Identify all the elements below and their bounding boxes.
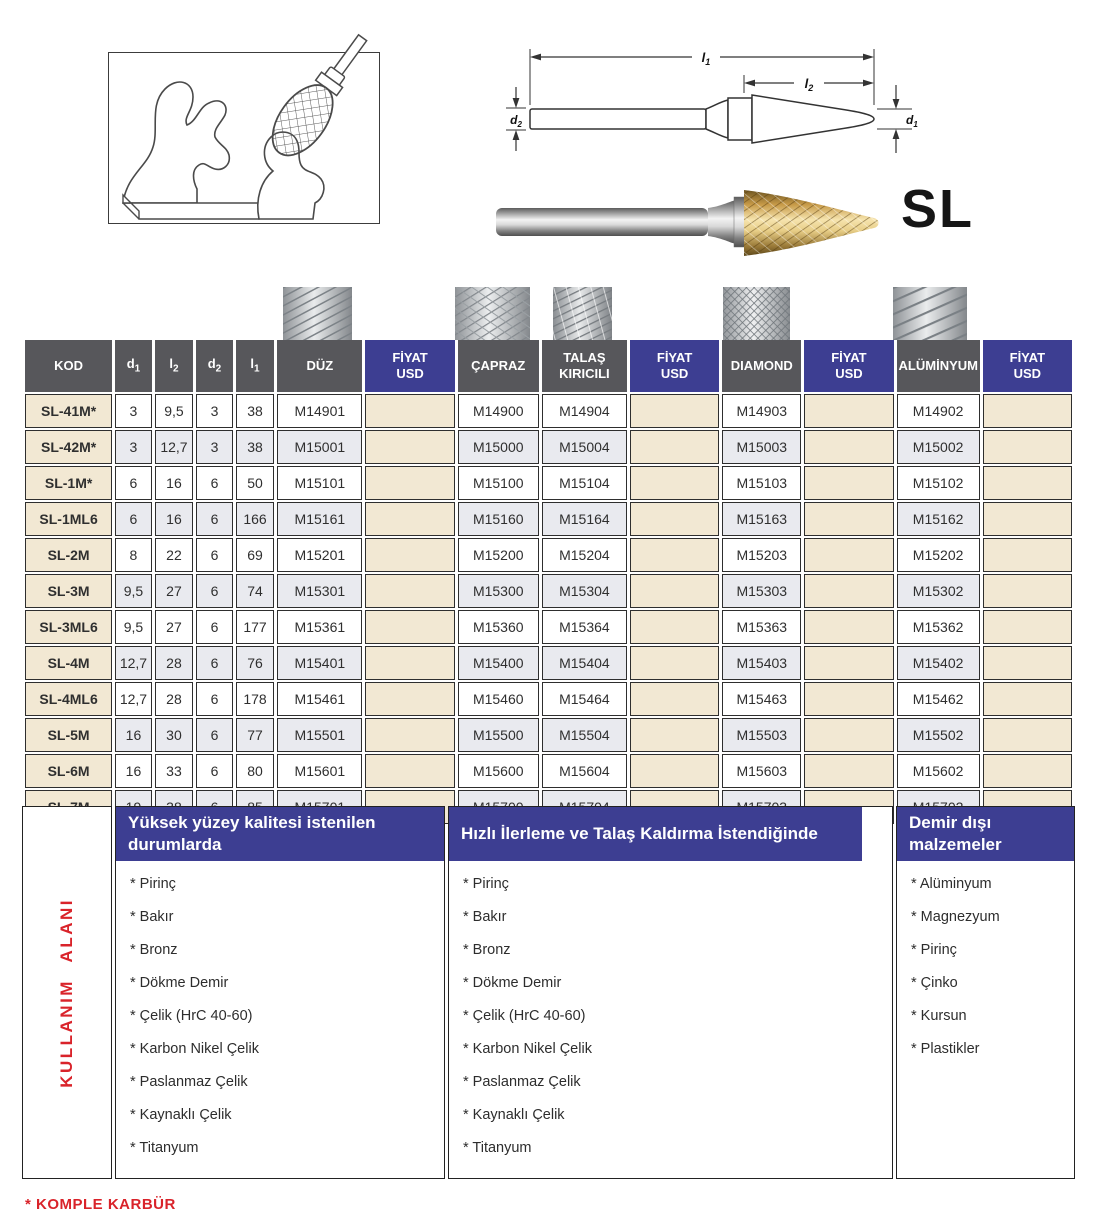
usage-items-list <box>116 861 444 1173</box>
cell-aluminyum: M15002 <box>897 430 980 464</box>
cell-fiyat-diamond <box>804 610 893 644</box>
table-row <box>25 646 1072 680</box>
header-row <box>25 340 1072 392</box>
cell-d1: 6 <box>115 502 152 536</box>
cell-d1: 12,7 <box>115 646 152 680</box>
cell-fiyat-aluminyum <box>983 538 1072 572</box>
cell-fiyat-capraz <box>630 430 719 464</box>
cell-aluminyum: M15202 <box>897 538 980 572</box>
burr-product-photo <box>492 182 892 264</box>
cell-l2: 27 <box>155 574 194 608</box>
cell-l1: 38 <box>236 394 275 428</box>
cell-diamond: M15303 <box>722 574 801 608</box>
usage-column-surface-quality <box>115 806 445 1179</box>
head-profile <box>752 95 874 143</box>
cell-fiyat-duz <box>365 538 454 572</box>
cell-l1: 69 <box>236 538 275 572</box>
cell-duz: M15301 <box>277 574 362 608</box>
cell-d1: 12,7 <box>115 682 152 716</box>
cell-fiyat-aluminyum <box>983 682 1072 716</box>
burr-shank <box>496 208 708 236</box>
table-row <box>25 610 1072 644</box>
cell-kod: SL-3ML6 <box>25 610 112 644</box>
cell-l1: 178 <box>236 682 275 716</box>
table-row <box>25 538 1072 572</box>
usage-item: * Titanyum <box>130 1140 199 1157</box>
cell-l2: 12,7 <box>155 430 194 464</box>
cell-fiyat-aluminyum <box>983 574 1072 608</box>
cell-fiyat-aluminyum <box>983 430 1072 464</box>
dim-label-l1: $l_1$ <box>701 50 711 67</box>
cell-l2: 30 <box>155 718 194 752</box>
cell-fiyat-capraz <box>630 610 719 644</box>
cell-l1: 77 <box>236 718 275 752</box>
cell-d2: 6 <box>196 574 233 608</box>
usage-item: * Karbon Nikel Çelik <box>463 1041 592 1057</box>
cell-d1: 8 <box>115 538 152 572</box>
col-header-fiyat-diamond: FİYAT USD <box>804 340 893 392</box>
duz-cut-photo <box>283 287 352 340</box>
cell-duz: M15501 <box>277 718 362 752</box>
usage-items-list <box>449 861 892 1173</box>
cell-kod: SL-3M <box>25 574 112 608</box>
cell-capraz: M15300 <box>458 574 539 608</box>
cell-l2: 16 <box>155 502 194 536</box>
cell-talas-kiricili: M15164 <box>542 502 627 536</box>
cell-aluminyum: M15162 <box>897 502 980 536</box>
col-header-fiyat-aluminyum: FİYAT USD <box>983 340 1072 392</box>
cell-l2: 16 <box>155 466 194 500</box>
table-row <box>25 574 1072 608</box>
cell-talas-kiricili: M14904 <box>542 394 627 428</box>
workpiece-shape <box>123 82 229 203</box>
usage-item: * Bakır <box>130 909 174 926</box>
cell-talas-kiricili: M15504 <box>542 718 627 752</box>
cell-talas-kiricili: M15364 <box>542 610 627 644</box>
col-header-diamond: DIAMOND <box>722 340 801 392</box>
cell-kod: SL-2M <box>25 538 112 572</box>
capraz-cut-photo <box>455 287 530 340</box>
usage-item: * Dökme Demir <box>463 975 562 991</box>
cell-d1: 16 <box>115 754 152 788</box>
cell-fiyat-duz <box>365 718 454 752</box>
cell-talas-kiricili: M15304 <box>542 574 627 608</box>
cell-duz: M15601 <box>277 754 362 788</box>
cell-fiyat-aluminyum <box>983 466 1072 500</box>
cell-fiyat-duz <box>365 502 454 536</box>
cell-d2: 3 <box>196 430 233 464</box>
cell-capraz: M15000 <box>458 430 539 464</box>
cell-duz: M14901 <box>277 394 362 428</box>
usage-item: * Çelik (HrC 40-60) <box>130 1008 253 1025</box>
table-row <box>25 466 1072 500</box>
usage-section <box>22 806 1075 1179</box>
col-header-kod: KOD <box>25 340 112 392</box>
spec-table-body <box>25 394 1072 824</box>
cell-talas-kiricili: M15204 <box>542 538 627 572</box>
cell-duz: M15101 <box>277 466 362 500</box>
cell-fiyat-duz <box>365 430 454 464</box>
col-header-l2: $l_2$ <box>155 340 194 392</box>
col-header-duz: DÜZ <box>277 340 362 392</box>
usage-item: * Çelik (HrC 40-60) <box>463 1008 586 1024</box>
cell-l1: 166 <box>236 502 275 536</box>
usage-side-label-box <box>22 806 112 1179</box>
cell-diamond: M15163 <box>722 502 801 536</box>
cell-diamond: M15203 <box>722 538 801 572</box>
cell-diamond: M14903 <box>722 394 801 428</box>
cell-fiyat-capraz <box>630 394 719 428</box>
footnote-komple-karbur: * KOMPLE KARBÜR <box>25 1196 176 1213</box>
cell-capraz: M15600 <box>458 754 539 788</box>
usage-item: * Pirinç <box>130 876 176 893</box>
cell-fiyat-capraz <box>630 574 719 608</box>
cell-d2: 3 <box>196 394 233 428</box>
cell-fiyat-aluminyum <box>983 502 1072 536</box>
col-header-d1: $d_1$ <box>115 340 152 392</box>
cell-d1: 3 <box>115 394 152 428</box>
cell-capraz: M15360 <box>458 610 539 644</box>
usage-side-label: KULLANIM ALANI <box>57 897 76 1088</box>
usage-item: * Paslanmaz Çelik <box>130 1074 248 1091</box>
cell-l1: 38 <box>236 430 275 464</box>
cell-d2: 6 <box>196 610 233 644</box>
cell-kod: SL-4M <box>25 646 112 680</box>
cell-d2: 6 <box>196 502 233 536</box>
cell-fiyat-diamond <box>804 466 893 500</box>
usage-item: * Kaynaklı Çelik <box>463 1107 565 1123</box>
aluminyum-cut-photo <box>893 287 967 340</box>
cell-capraz: M14900 <box>458 394 539 428</box>
burr-head-flutes <box>737 182 887 264</box>
cell-capraz: M15460 <box>458 682 539 716</box>
cell-fiyat-diamond <box>804 754 893 788</box>
usage-column-fast-removal <box>448 806 893 1179</box>
cell-d1: 3 <box>115 430 152 464</box>
cell-kod: SL-42M* <box>25 430 112 464</box>
col-header-d2: $d_2$ <box>196 340 233 392</box>
product-code-label: SL <box>901 179 975 239</box>
cell-capraz: M15160 <box>458 502 539 536</box>
usage-item: * Bronz <box>463 942 511 958</box>
cell-fiyat-diamond <box>804 538 893 572</box>
cell-duz: M15401 <box>277 646 362 680</box>
cell-fiyat-aluminyum <box>983 394 1072 428</box>
cell-capraz: M15200 <box>458 538 539 572</box>
cell-l1: 50 <box>236 466 275 500</box>
cell-kod: SL-41M* <box>25 394 112 428</box>
cell-aluminyum: M15402 <box>897 646 980 680</box>
cell-fiyat-aluminyum <box>983 754 1072 788</box>
cell-fiyat-duz <box>365 646 454 680</box>
dim-label-l2: $l_2$ <box>804 76 814 93</box>
collar-profile <box>728 98 752 140</box>
col-header-aluminyum: ALÜMİNYUM <box>897 340 980 392</box>
cell-l2: 27 <box>155 610 194 644</box>
cell-fiyat-duz <box>365 682 454 716</box>
usage-item: * Bronz <box>130 942 178 959</box>
usage-item: * Plastikler <box>911 1041 980 1058</box>
cell-aluminyum: M15462 <box>897 682 980 716</box>
cell-capraz: M15100 <box>458 466 539 500</box>
cell-l2: 33 <box>155 754 194 788</box>
cell-duz: M15461 <box>277 682 362 716</box>
col-header-fiyat-duz: FİYAT USD <box>365 340 454 392</box>
cell-fiyat-duz <box>365 394 454 428</box>
cell-d1: 9,5 <box>115 574 152 608</box>
cell-d2: 6 <box>196 466 233 500</box>
cell-l2: 22 <box>155 538 194 572</box>
cell-diamond: M15463 <box>722 682 801 716</box>
cell-talas-kiricili: M15004 <box>542 430 627 464</box>
col-header-l1: $l_1$ <box>236 340 275 392</box>
cell-aluminyum: M15102 <box>897 466 980 500</box>
table-row <box>25 754 1072 788</box>
cell-fiyat-aluminyum <box>983 646 1072 680</box>
cell-diamond: M15403 <box>722 646 801 680</box>
cell-l1: 177 <box>236 610 275 644</box>
cell-kod: SL-4ML6 <box>25 682 112 716</box>
cell-fiyat-capraz <box>630 646 719 680</box>
usage-item: * Dökme Demir <box>130 975 229 992</box>
cell-fiyat-diamond <box>804 574 893 608</box>
cell-fiyat-capraz <box>630 754 719 788</box>
cell-duz: M15001 <box>277 430 362 464</box>
dim-label-d2: $d_2$ <box>510 113 522 129</box>
cell-talas-kiricili: M15404 <box>542 646 627 680</box>
usage-item: * Pirinç <box>463 876 509 892</box>
cell-diamond: M15003 <box>722 430 801 464</box>
cell-kod: SL-5M <box>25 718 112 752</box>
usage-item: * Titanyum <box>463 1140 532 1156</box>
col-header-fiyat-capraz: FİYAT USD <box>630 340 719 392</box>
cell-d2: 6 <box>196 718 233 752</box>
cell-duz: M15161 <box>277 502 362 536</box>
usage-item: * Çinko <box>911 975 958 992</box>
cell-fiyat-diamond <box>804 718 893 752</box>
cell-fiyat-diamond <box>804 646 893 680</box>
cell-diamond: M15603 <box>722 754 801 788</box>
cell-d2: 6 <box>196 754 233 788</box>
neck-profile <box>706 100 728 138</box>
cell-aluminyum: M15502 <box>897 718 980 752</box>
usage-item: * Alüminyum <box>911 876 992 893</box>
cell-fiyat-duz <box>365 574 454 608</box>
cell-fiyat-diamond <box>804 430 893 464</box>
usage-item: * Kursun <box>911 1008 967 1025</box>
cell-fiyat-diamond <box>804 682 893 716</box>
cell-fiyat-diamond <box>804 502 893 536</box>
table-row <box>25 718 1072 752</box>
cell-kod: SL-6M <box>25 754 112 788</box>
dimension-diagram <box>500 35 918 175</box>
cell-fiyat-aluminyum <box>983 718 1072 752</box>
burr-tool-drawing <box>261 24 382 166</box>
cell-duz: M15361 <box>277 610 362 644</box>
cell-l2: 9,5 <box>155 394 194 428</box>
burr-neck <box>708 200 736 244</box>
lineart-illustration <box>109 53 379 223</box>
cell-fiyat-duz <box>365 466 454 500</box>
table-row <box>25 394 1072 428</box>
col-header-talas-kiricili: TALAŞ KIRICILI <box>542 340 627 392</box>
cell-fiyat-capraz <box>630 682 719 716</box>
usage-item: * Paslanmaz Çelik <box>463 1074 581 1090</box>
cell-aluminyum: M15362 <box>897 610 980 644</box>
cell-l1: 76 <box>236 646 275 680</box>
cell-aluminyum: M15302 <box>897 574 980 608</box>
cell-fiyat-aluminyum <box>983 610 1072 644</box>
usage-column-header: Hızlı İlerleme ve Talaş Kaldırma İstendiğinde <box>449 807 862 861</box>
burr-photo-svg <box>492 182 892 264</box>
col-header-capraz: ÇAPRAZ <box>458 340 539 392</box>
cell-fiyat-capraz <box>630 466 719 500</box>
usage-item: * Magnezyum <box>911 909 1000 926</box>
cell-diamond: M15503 <box>722 718 801 752</box>
cell-talas-kiricili: M15604 <box>542 754 627 788</box>
table-row <box>25 682 1072 716</box>
usage-items-list <box>897 861 1074 1074</box>
cell-kod: SL-1ML6 <box>25 502 112 536</box>
cell-d1: 6 <box>115 466 152 500</box>
cell-fiyat-capraz <box>630 718 719 752</box>
application-line-drawing <box>108 52 380 224</box>
usage-item: * Kaynaklı Çelik <box>130 1107 232 1124</box>
spec-table <box>22 338 1075 826</box>
cell-fiyat-duz <box>365 610 454 644</box>
dim-label-d1: $d_1$ <box>906 113 918 129</box>
usage-item: * Karbon Nikel Çelik <box>130 1041 259 1058</box>
cell-fiyat-diamond <box>804 394 893 428</box>
usage-item: * Pirinç <box>911 942 957 959</box>
cell-d1: 16 <box>115 718 152 752</box>
usage-column-header: Demir dışı malzemeler <box>897 807 1074 861</box>
cell-d2: 6 <box>196 538 233 572</box>
cell-l2: 28 <box>155 682 194 716</box>
cell-capraz: M15500 <box>458 718 539 752</box>
cell-d2: 6 <box>196 646 233 680</box>
usage-column-header: Yüksek yüzey kalitesi istenilen durumlarda <box>116 807 444 861</box>
cell-aluminyum: M14902 <box>897 394 980 428</box>
usage-item: * Bakır <box>463 909 507 925</box>
cell-d2: 6 <box>196 682 233 716</box>
cell-fiyat-capraz <box>630 502 719 536</box>
cell-fiyat-capraz <box>630 538 719 572</box>
cell-l1: 74 <box>236 574 275 608</box>
cell-duz: M15201 <box>277 538 362 572</box>
cell-diamond: M15363 <box>722 610 801 644</box>
dimension-diagram-svg <box>500 35 918 175</box>
cell-talas-kiricili: M15104 <box>542 466 627 500</box>
diamond-cut-photo <box>723 287 790 340</box>
cell-fiyat-duz <box>365 754 454 788</box>
cell-diamond: M15103 <box>722 466 801 500</box>
cell-capraz: M15400 <box>458 646 539 680</box>
table-row <box>25 430 1072 464</box>
cell-aluminyum: M15602 <box>897 754 980 788</box>
talas-kiricili-cut-photo <box>553 287 612 340</box>
cell-talas-kiricili: M15464 <box>542 682 627 716</box>
cell-l2: 28 <box>155 646 194 680</box>
cell-d1: 9,5 <box>115 610 152 644</box>
shank-profile <box>530 109 706 129</box>
usage-column-non-ferrous <box>896 806 1075 1179</box>
cell-l1: 80 <box>236 754 275 788</box>
table-row <box>25 502 1072 536</box>
cell-kod: SL-1M* <box>25 466 112 500</box>
